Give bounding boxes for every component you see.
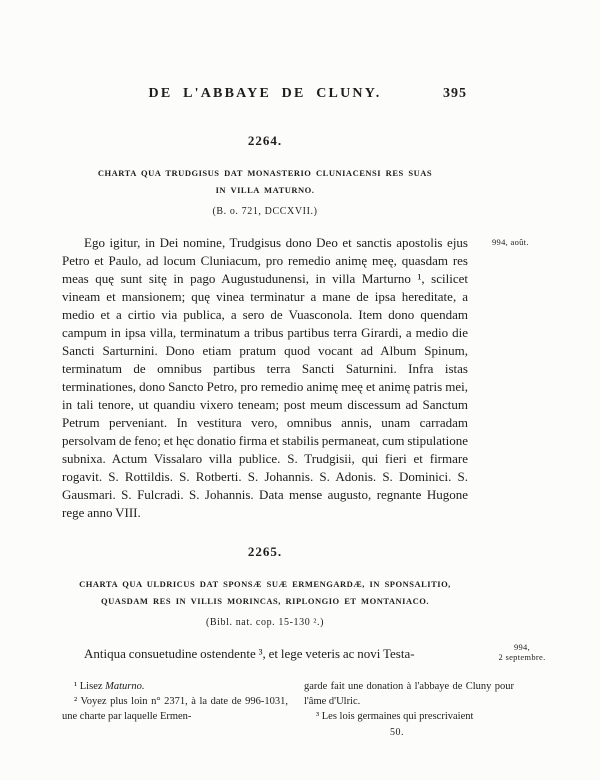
footnote-1: [62, 679, 288, 694]
charter-2265-source-reference: (Bibl. nat. cop. 15-130 ².): [205, 617, 325, 628]
margin-date-note-2265-line-1: 994,: [513, 642, 531, 652]
charter-2265-number: 2265.: [247, 544, 283, 559]
charter-2265-body-text: Antiqua consuetudine ostendente ³, et lege veteris ac novi Testa-: [84, 646, 415, 661]
running-header-title: DE L'ABBAYE DE CLUNY.: [148, 86, 382, 101]
charter-2265-body-wrap: [62, 642, 546, 663]
charter-2264-source-reference: (B. o. 721, DCCXVII.): [212, 206, 318, 217]
footnotes-block: [62, 679, 514, 724]
charter-2264-title-line-2: IN VILLA MATURNO.: [215, 185, 315, 195]
margin-date-note-2265: [480, 642, 564, 662]
charter-2264-number: 2264.: [247, 133, 283, 148]
margin-date-note-2264: 994, août.: [492, 237, 529, 247]
content-column: [62, 86, 546, 663]
charter-2265-title-line-2: QUASDAM RES IN VILLIS MORINCAS, RIPLONGIO ET MONTANIACO.: [101, 596, 429, 606]
footnote-1-italic-term: Maturno.: [105, 681, 145, 692]
footnote-3: ³ Les lois germaines qui prescrivaient: [316, 711, 474, 722]
footnotes-right-column: [304, 679, 514, 724]
charter-2264-title-line-1: CHARTA QUA TRUDGISUS DAT MONASTERIO CLUNIACENSI RES SUAS: [97, 168, 433, 178]
margin-date-note-2265-line-2: 2 septembre.: [498, 652, 546, 662]
footnotes-left-column: [62, 679, 288, 724]
footnote-1-text: ¹ Lisez: [74, 681, 106, 692]
charter-2264-body-text: Ego igitur, in Dei nomine, Trudgisus dono Deo et sanctis apostolis ejus Petro et Paulo, ad locum Cluniacum, pro remedio animę meę, quasdam res meas quę sunt sitę in pago Augustudunensi, in villa Marturno ¹, scilicet vineam et mansionem; quę vinea terminatur a mane de ipsa hereditate, a medio et a cirtio via publica, a sero de Vuasconola. Item dono quendam campum in ipsa villa, terminatum a tribus partibus terra Girardi, a medio die Sancti Sarturnini. Dono etiam pratum quod vocant ad Album Spinum, terminatum de omnibus partibus terra Sancti Saturnini. Infra istas terminationes, dono Sancto Petro, pro remedio animę meę et animę patris mei, in tali tenore, ut quandiu vixero teneam; post meum discessum ad Sanctum Petrum perveniant. In vestitura vero, omnibus annis, unam carradam persolvam de feno; et hęc donatio firma et stabilis permaneat, cum stipulatione subnixa. Actum Vissalaro villa publice. S. Trudgisii, qui fieri et firmare rogavit. S. Rottildis. S. Rotberti. S. Johannis. S. Adonis. S. Dominici. S. Gausmari. S. Fulcradi. S. Johannis. Data mense augusto, regnante Hugone rege anno VIII.: [62, 235, 468, 520]
footnote-2: ² Voyez plus loin n° 2371, à la date de 996-1031, une charte par laquelle Ermen-: [62, 696, 288, 722]
signature-mark: 50.: [390, 727, 404, 738]
footnote-2-continuation: garde fait une donation à l'abbaye de Cluny pour l'âme d'Ulric.: [304, 681, 514, 707]
charter-2264-body-wrap: [62, 234, 529, 522]
charter-2265-title-line-1: CHARTA QUA ULDRICUS DAT SPONSÆ SUÆ ERMENGARDÆ, IN SPONSALITIO,: [79, 579, 451, 589]
page-number: 395: [443, 86, 467, 101]
running-header-row: [62, 86, 468, 106]
